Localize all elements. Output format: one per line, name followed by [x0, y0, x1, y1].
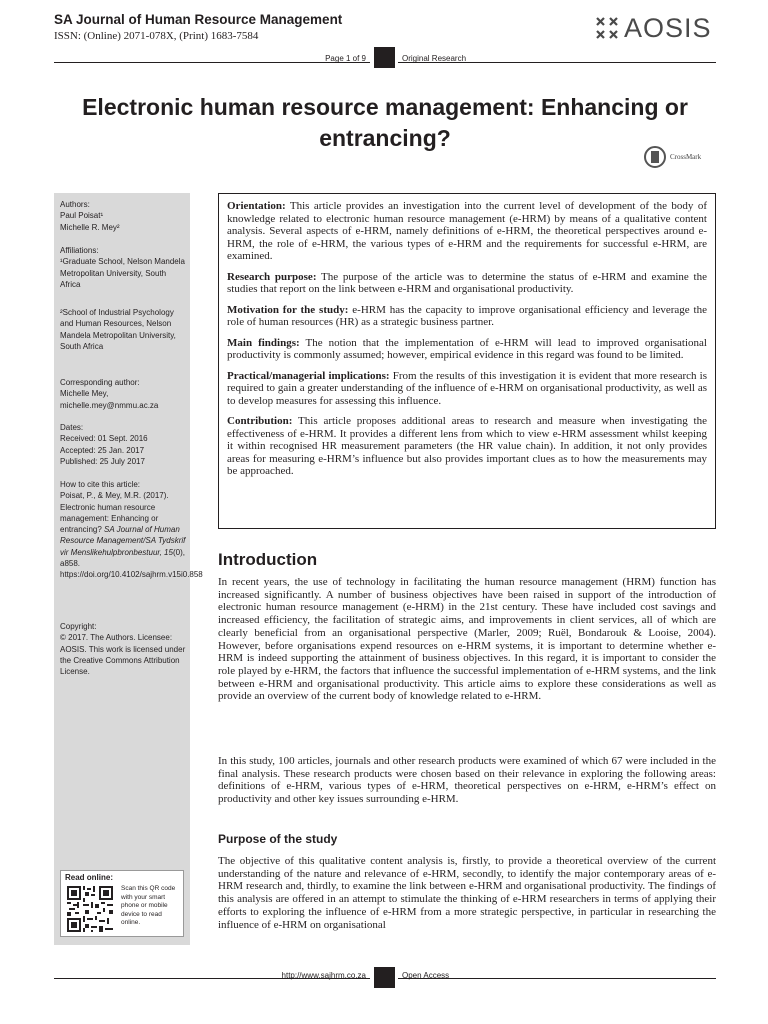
article-info-sidebar [54, 193, 203, 945]
intro-p2-text: In this study, 100 articles, journals and other research products were examined of which 67 were included in the final analysis. These research products were chosen based on their relevance in exploring the following areas: definitions of e-HRM, various types of e-HRM, theoretical perspectives on e-HRM, e-HRM’s effect on productivity and other key issues surrounding e-HRM. [218, 755, 716, 806]
abstract-label: Motivation for the study: [227, 303, 349, 316]
abstract-label: Orientation: [227, 200, 286, 212]
abstract-label: Practical/managerial implications: [227, 369, 390, 382]
aosis-logo-icon [594, 15, 620, 41]
qr-code-icon[interactable] [67, 886, 113, 932]
abstract-box [218, 193, 716, 529]
corresponding-email[interactable]: michelle.mey@nmmu.ac.za [60, 400, 159, 410]
abstract-label: Contribution: [227, 415, 293, 427]
abstract-label: Research purpose: [227, 270, 317, 283]
abstract-main-findings [227, 337, 707, 362]
abstract-label: Main findings: [227, 336, 300, 349]
abstract-text: This article proposes additional areas to research and measure when investigating the effectiveness of e-HRM. It provides a different lens from which to view e-HRM assessment whilst keeping it within recognised HR measurement parameters (the HR value chain). In addition, it not only provides areas for measuring e-HRM’s influence but also provides important clues as to how the measurements may be approached. [227, 415, 707, 477]
purpose-p1-text: The objective of this qualitative content analysis is, firstly, to provide a theoretical overview of the current understanding of the nature and relevance of e-HRM, secondly, to identify the major contemporary areas of e-HRM research and, thirdly, to examine the link between e-HRM and organisational productivity. The findings of this analysis are offered in an attempt to stimulate the thinking of e-HRM researchers in terms of applying their efforts to exploring the influence of e-HRM from a more strategic perspective, in particular in researching the influence of e-HRM on organisational [218, 855, 716, 931]
affiliation-2-block [60, 307, 188, 352]
abstract-contribution [227, 415, 707, 478]
copyright-block [60, 621, 188, 677]
authors-block [60, 199, 188, 233]
dates-block [60, 422, 188, 467]
journal-title: SA Journal of Human Resource Management [54, 12, 343, 27]
crossmark-icon [644, 146, 666, 168]
cite-doi[interactable]: (0), a858. https://doi.org/10.4102/sajhrm.v15i0.858 [60, 547, 203, 580]
abstract-research-purpose [227, 271, 707, 296]
footer-marker [374, 967, 395, 988]
cite-authors: Poisat, P., & Mey, M.R. (2017). Electronic human resource management: Enhancing or entrancing? [60, 491, 169, 535]
publisher-logo [594, 13, 712, 43]
purpose-heading: Purpose of the study [218, 832, 338, 846]
dates-label: Dates: [60, 423, 84, 432]
article-title: Electronic human resource management: Enhancing or entrancing? [82, 94, 688, 151]
page-number: Page 1 of 9 [325, 54, 366, 63]
author-2: Michelle R. Mey² [60, 222, 120, 232]
abstract-text: e-HRM has the capacity to improve organisational efficiency and leverage the role of human resources (HR) as a strategic business partner. [227, 303, 707, 328]
crossmark-badge[interactable] [644, 146, 701, 168]
abstract-text: The purpose of the article was to determine the status of e-HRM and examine the studies that report on the link between e-HRM and organisational productivity. [227, 270, 708, 295]
abstract-orientation [227, 200, 707, 263]
citation-block [60, 479, 203, 581]
open-access-label: Open Access [402, 971, 450, 980]
abstract-motivation [227, 304, 707, 329]
introduction-heading: Introduction [218, 550, 318, 569]
abstract-text: The notion that the implementation of e-HRM will lead to improved organisational productivity is commonly assumed; however, empirical evidence in this regard was found to be limited. [227, 336, 707, 361]
cite-journal: SA Journal of Human Resource Management/SA Tydskrif vir Menslikehulpbronbestuur, 15 [60, 525, 186, 557]
published-date: Published: 25 July 2017 [60, 456, 145, 466]
intro-paragraph-2 [218, 755, 716, 806]
affiliation-1: ¹Graduate School, Nelson Mandela Metropolitan University, South Africa [60, 257, 185, 289]
publisher-logo-text: AOSIS [624, 12, 712, 43]
affiliations-block [60, 245, 188, 290]
issn-line: ISSN: (Online) 2071-078X, (Print) 1683-7584 [54, 30, 259, 42]
corresponding-name: Michelle Mey, [60, 389, 109, 399]
copyright-label: Copyright: [60, 622, 97, 631]
intro-p1-text: In recent years, the use of technology in facilitating the human resource management (HRM) function has increased significantly. A number of business objectives have been raised in support of the introduction of electronic human resource management (e-HRM) in the 21st century. These have included cost savings and increased efficiency, the facilitation of strategic aims, and improvements in client services, all of which are clearly beneficial from an organisational perspective (Marler, 2009; Ruël, Bondarouk & Looise, 2004). However, before organisations expend resources on e-HRM systems, it is important to determine whether e-HRM is indeed supporting the attainment of business objectives. In this regard, it is important to consider the role played by e-HRM, the factors that influence the successful implementation of e-HRM systems, and the link between e-HRM and organisational productivity. This article aims to explore these considerations as well as provide an overview of the current body of knowledge related to e-HRM. [218, 576, 716, 703]
purpose-paragraph-1 [218, 855, 716, 943]
affiliations-label: Affiliations: [60, 246, 99, 255]
cite-label: How to cite this article: [60, 480, 141, 489]
abstract-text: From the results of this investigation it is evident that more research is required to gain a greater understanding of the influence of e-HRM on organisational productivity, as well as to develop measures for assessing this influence. [227, 369, 707, 407]
read-online-box [60, 870, 184, 937]
corresponding-block [60, 377, 188, 411]
authors-label: Authors: [60, 200, 90, 209]
section-label: Original Research [402, 54, 467, 63]
header-marker [374, 47, 395, 68]
intro-paragraph-1 [218, 576, 716, 703]
received-date: Received: 01 Sept. 2016 [60, 434, 148, 444]
crossmark-label: CrossMark [670, 153, 702, 161]
qr-instructions: Scan this QR code with your smart phone or mobile device to read online. [121, 885, 176, 927]
affiliation-2: ²School of Industrial Psychology and Human Resources, Nelson Mandela Metropolitan University, South Africa [60, 308, 176, 351]
copyright-text: © 2017. The Authors. Licensee: AOSIS. This work is licensed under the Creative Commons Attribution License. [60, 633, 186, 677]
corresponding-label: Corresponding author: [60, 378, 140, 387]
accepted-date: Accepted: 25 Jan. 2017 [60, 445, 145, 455]
abstract-implications [227, 370, 707, 408]
abstract-text: This article provides an investigation into the current level of development of the body of knowledge related to electronic human resource management (e-HRM) by means of a qualitative content analysis. Several aspects of e-HRM, namely definitions of e-HRM, the theoretical perspectives around e-HRM, the role of e-HRM, the various types of e-HRM and the requirements for successful e-HRM, are examined. [227, 200, 707, 262]
read-online-label: Read online: [65, 873, 114, 882]
journal-url-link[interactable]: http://www.sajhrm.co.za [281, 971, 366, 980]
author-1: Paul Poisat¹ [60, 211, 104, 221]
